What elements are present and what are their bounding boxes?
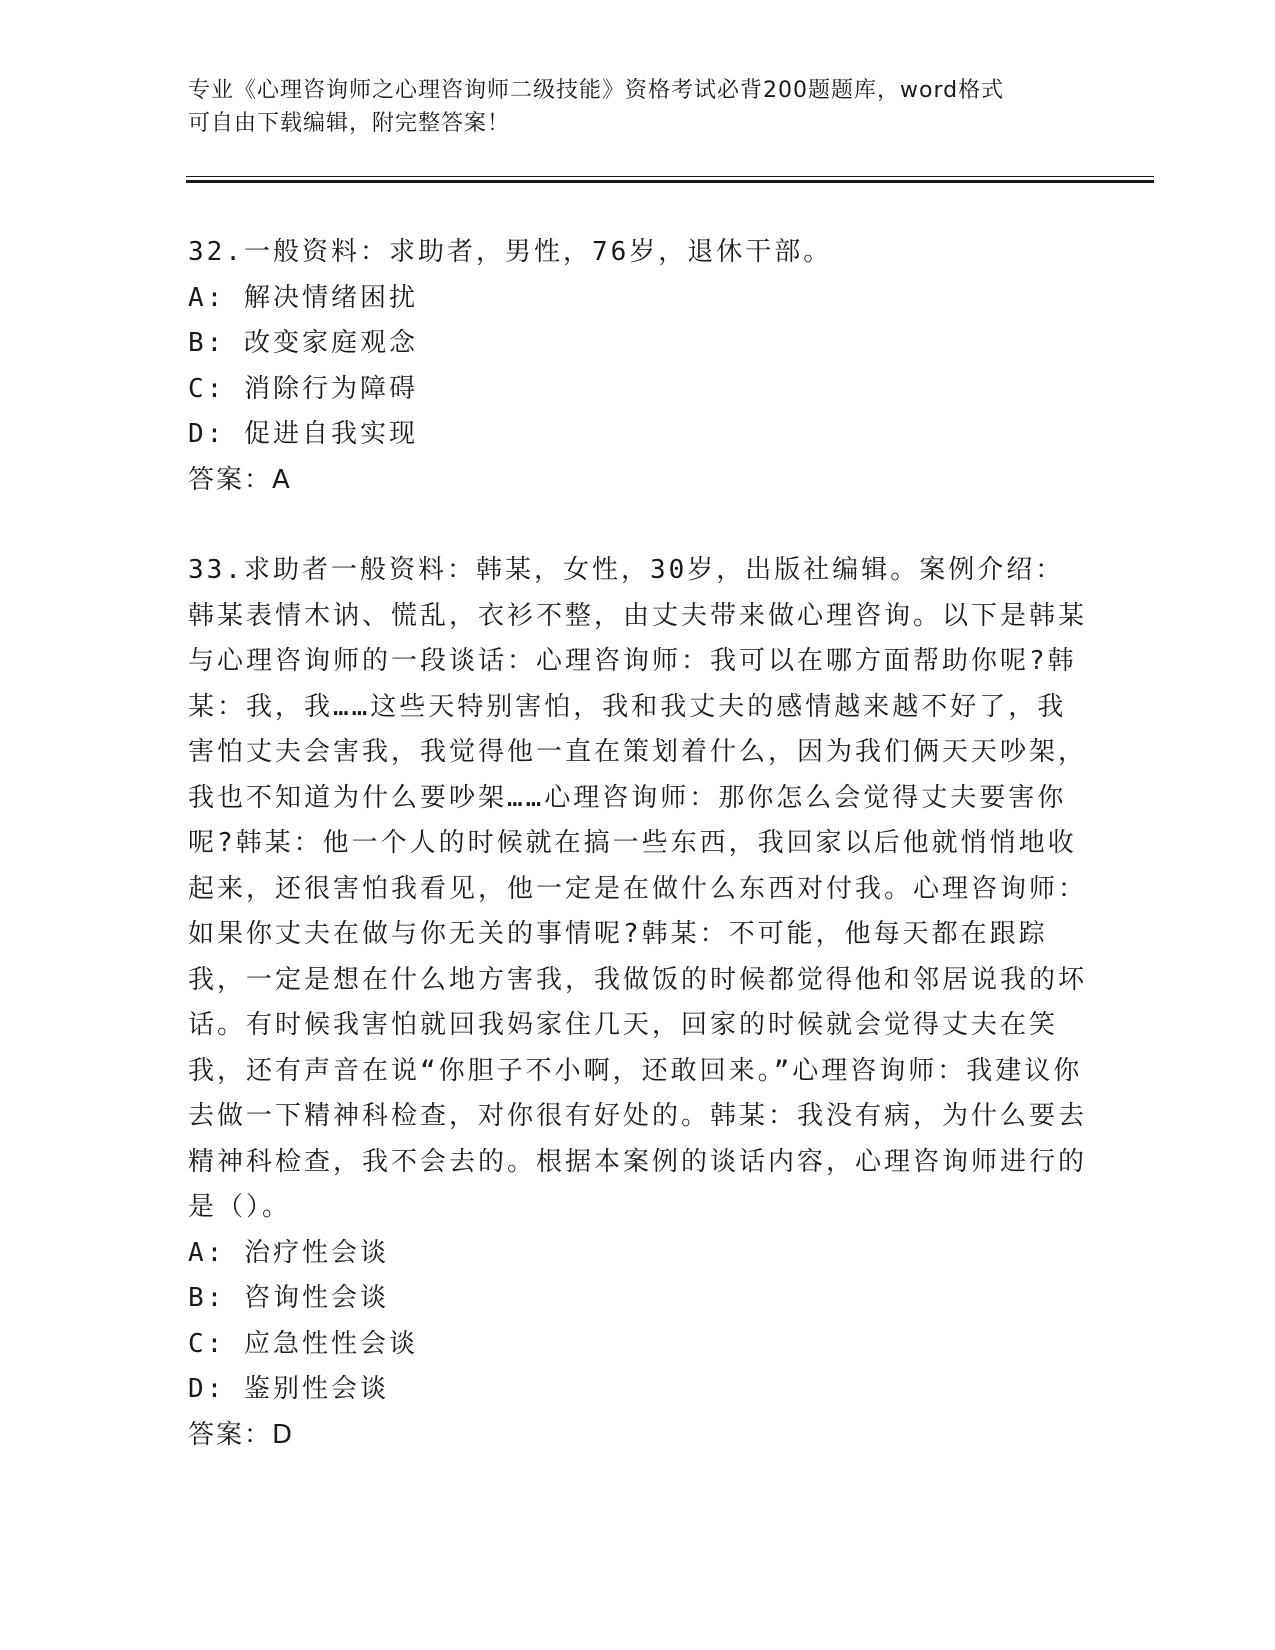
question-stem: 32.一般资料：求助者，男性，76岁，退休干部。 <box>188 237 833 267</box>
option-a: A: 解决情绪困扰 <box>188 282 418 313</box>
question-stem: 33.求助者一般资料：韩某，女性，30岁，出版社编辑。案例介绍：韩某表情木讷、慌乱，衣衫不整，由丈夫带来做心理咨询。以下是韩某与心理咨询师的一段谈话：心理咨询师：我可以在哪方面帮助你呢?韩某：我，我……这些天特别害怕，我和我丈夫的感情越来越不好了，我害怕丈夫会害我，我觉得他一直在策划着什么，因为我们俩天天吵架，我也不知道为什么要吵架……心理咨询师：那你怎么会觉得丈夫要害你呢?韩某：他一个人的时候就在搞一些东西，我回家以后他就悄悄地收起来，还很害怕我看见，他一定是在做什么东西对付我。心理咨询师：如果你丈夫在做与你无关的事情呢?韩某：不可能，他每天都在跟踪我，一定是想在什么地方害我，我做饭的时候都觉得他和邻居说我的坏话。有时候我害怕就回我妈家住几天，回家的时候就会觉得丈夫在笑我，还有声音在说“你胆子不小啊，还敢回来。”心理咨询师：我建议你去做一下精神科检查，对你很有好处的。韩某：我没有病，为什么要去精神科检查，我不会去的。根据本案例的谈话内容，心理咨询师进行的是（）。 <box>188 555 1088 1222</box>
answer-line: 答案：D <box>188 1419 295 1450</box>
option-d: D: 促进自我实现 <box>188 419 418 449</box>
header-divider-thick <box>186 180 1154 183</box>
answer-line: 答案：A <box>188 464 292 495</box>
option-a: A: 治疗性会谈 <box>188 1237 389 1268</box>
question-32 <box>188 230 1093 503</box>
header-divider-thin <box>186 176 1154 177</box>
option-b: B: 咨询性会谈 <box>188 1283 389 1313</box>
question-33 <box>188 548 1093 1458</box>
header-line-1: 专业《心理咨询师之心理咨询师二级技能》资格考试必背200题题库，word格式 <box>188 78 1005 103</box>
option-b: B: 改变家庭观念 <box>188 328 418 358</box>
option-c: C: 消除行为障碍 <box>188 373 418 404</box>
header-line-2: 可自由下载编辑，附完整答案！ <box>188 111 511 136</box>
option-c: C: 应急性性会谈 <box>188 1328 418 1359</box>
option-d: D: 鉴别性会谈 <box>188 1374 389 1404</box>
document-header <box>188 74 1068 140</box>
